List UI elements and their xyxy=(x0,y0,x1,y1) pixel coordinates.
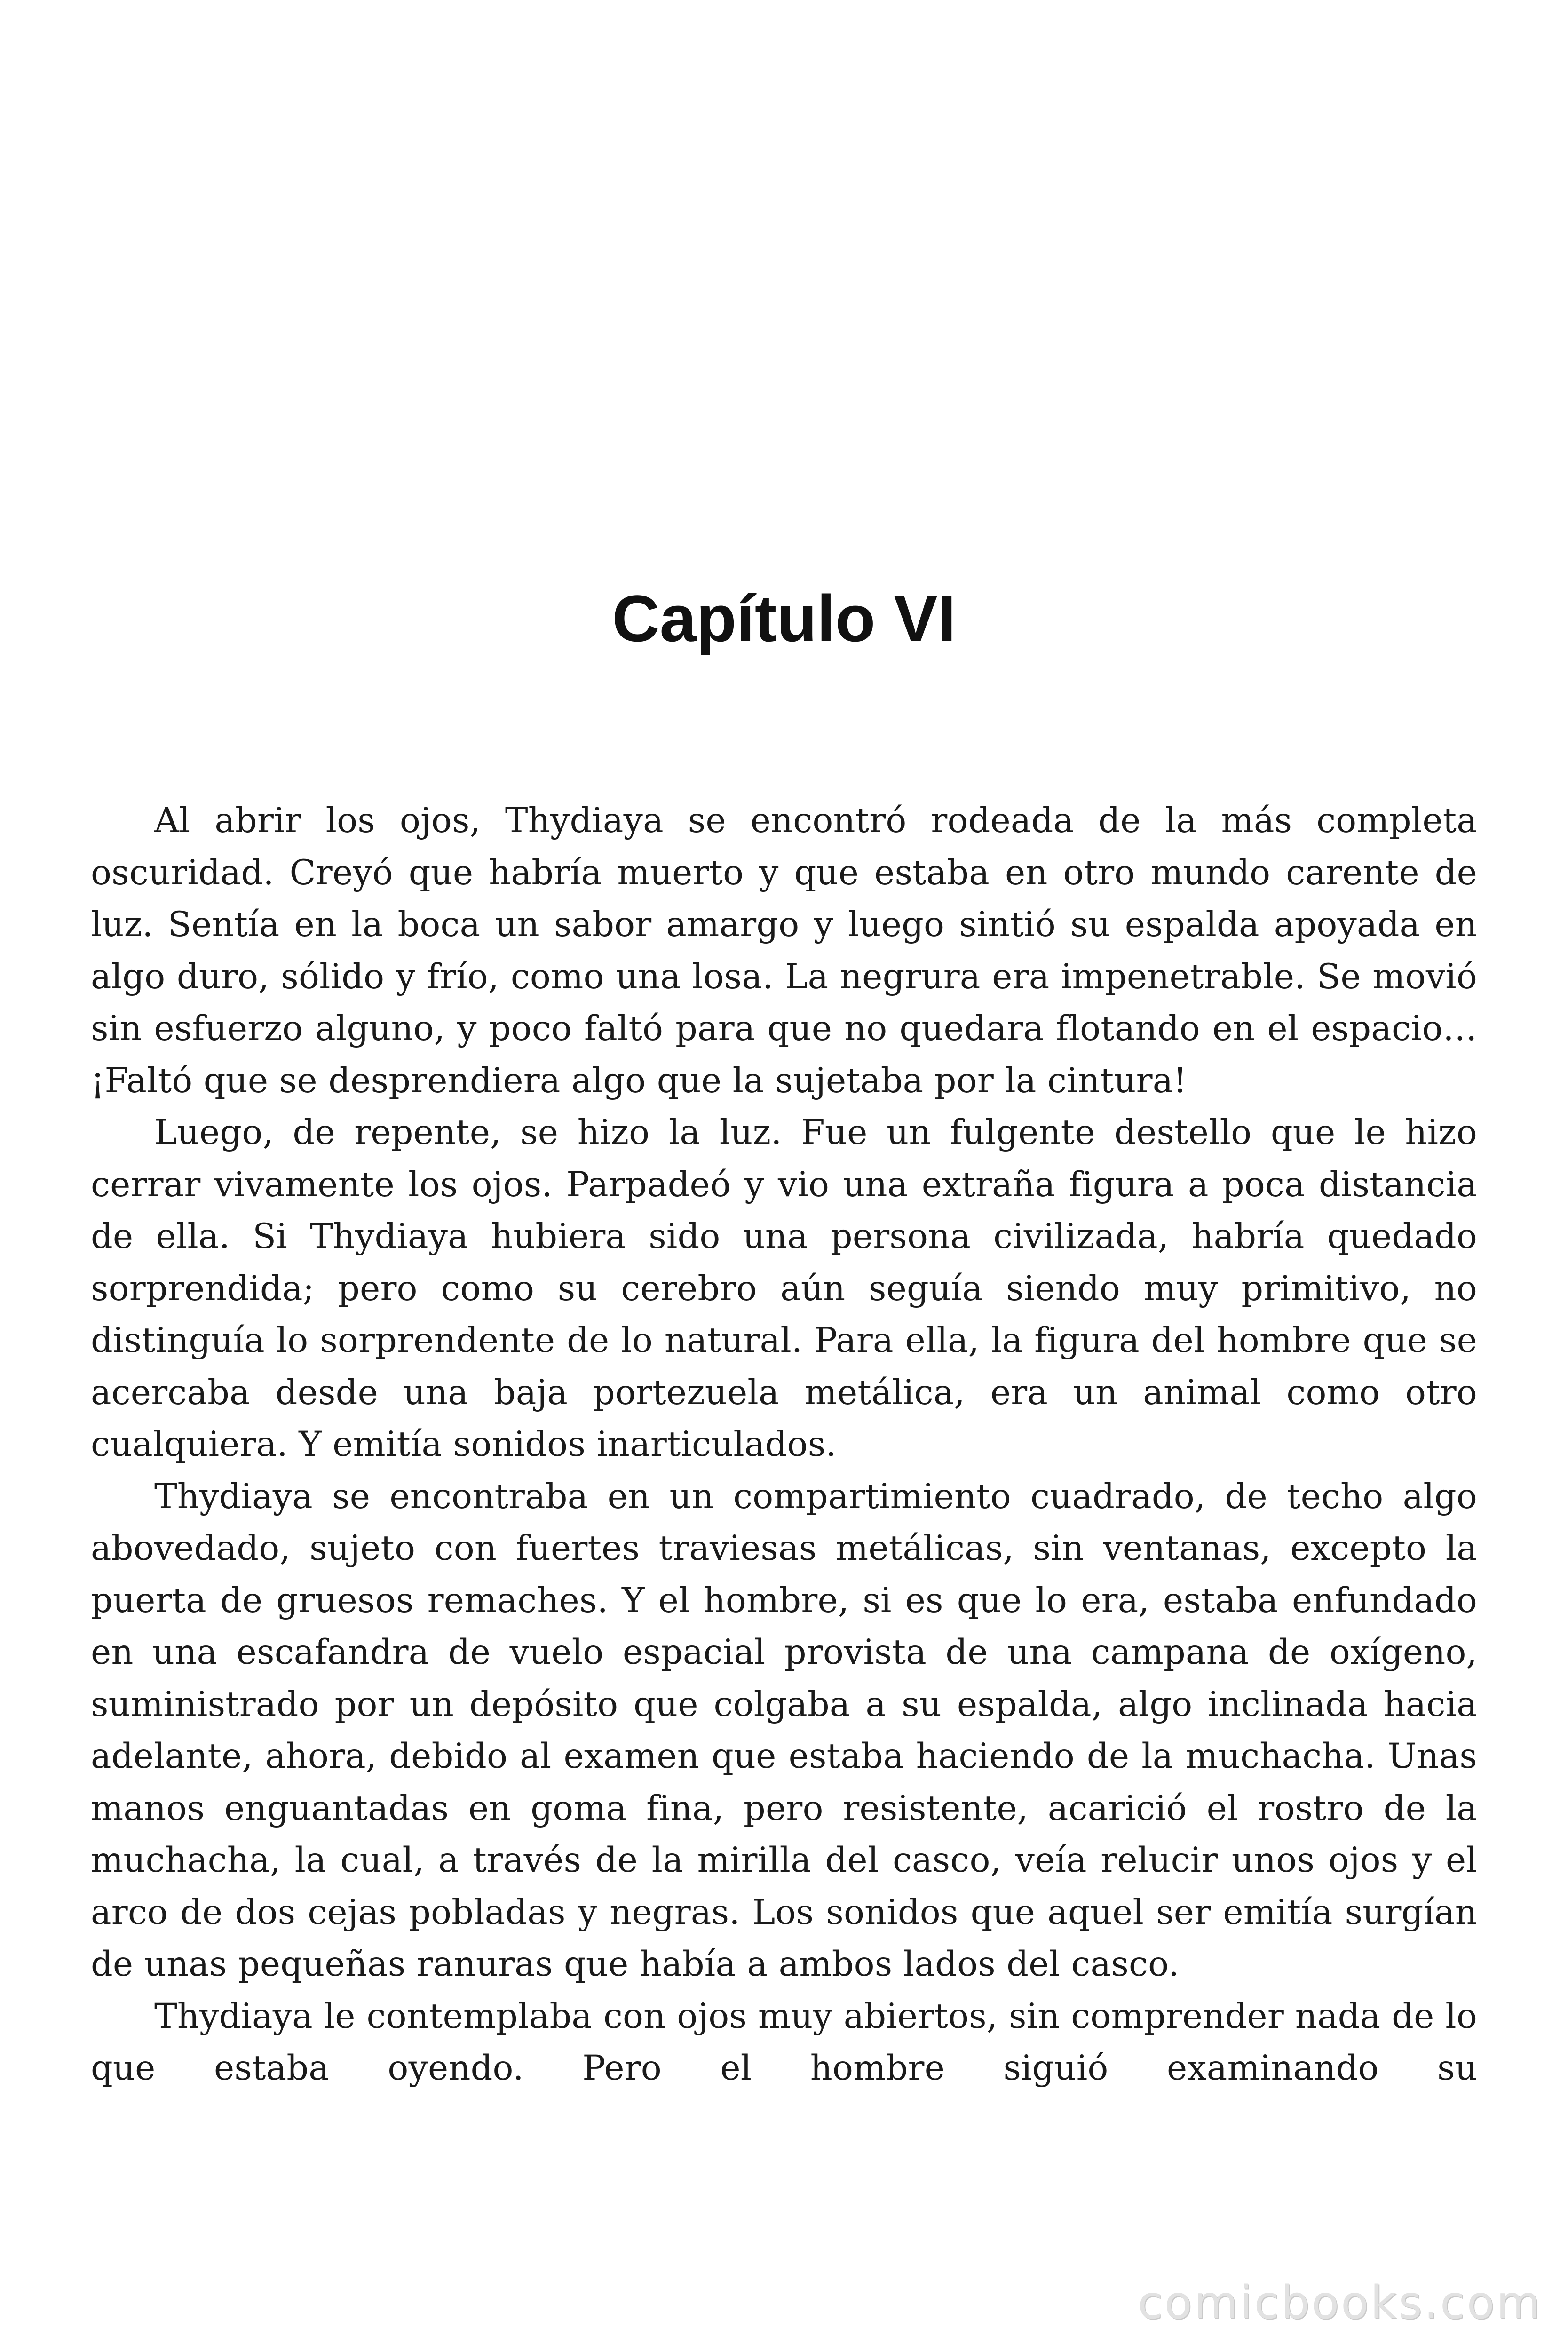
chapter-title: Capítulo VI xyxy=(612,581,956,655)
watermark: comicbooks.com xyxy=(1137,2276,1542,2329)
paragraph: Al abrir los ojos, Thydiaya se encontró rodeada de la más completa oscuridad. Creyó que habría muerto y que estaba en otro mundo carente de luz. Sentía en la boca un sabor amargo y luego sintió su espalda apoyada en algo duro, sólido y frío, como una losa. La negrura era impenetrable. Se movió sin esfuerzo alguno, y poco faltó para que no quedara flotando en el espacio… ¡Faltó que se desprendiera algo que la sujetaba por la cintura! xyxy=(91,801,1477,1101)
paragraph: Luego, de repente, se hizo la luz. Fue un fulgente destello que le hizo cerrar vivamente los ojos. Parpadeó y vio una extraña figura a poca distancia de ella. Si Thydiaya hubiera sido una persona civilizada, habría quedado sorprendida; pero como su cerebro aún seguía siendo muy primitivo, no distinguía lo sorprendente de lo natural. Para ella, la figura del hombre que se acercaba desde una baja portezuela metálica, era un animal como otro cualquiera. Y emitía sonidos inarticulados. xyxy=(91,1112,1477,1464)
paragraph: Thydiaya le contemplaba con ojos muy abiertos, sin comprender nada de lo que estaba oyendo. Pero el hombre siguió examinando su xyxy=(91,1996,1477,2088)
chapter-body xyxy=(91,795,1477,2095)
paragraph: Thydiaya se encontraba en un compartimiento cuadrado, de techo algo abovedado, sujeto con fuertes traviesas metálicas, sin ventanas, excepto la puerta de gruesos remaches. Y el hombre, si es que lo era, estaba enfundado en una escafandra de vuelo espacial provista de una campana de oxígeno, suministrado por un depósito que colgaba a su espalda, algo inclinada hacia adelante, ahora, debido al examen que estaba haciendo de la muchacha. Unas manos enguantadas en goma fina, pero resistente, acarició el rostro de la muchacha, la cual, a través de la mirilla del casco, veía relucir unos ojos y el arco de dos cejas pobladas y negras. Los sonidos que aquel ser emitía surgían de unas pequeñas ranuras que había a ambos lados del casco. xyxy=(91,1476,1477,1984)
